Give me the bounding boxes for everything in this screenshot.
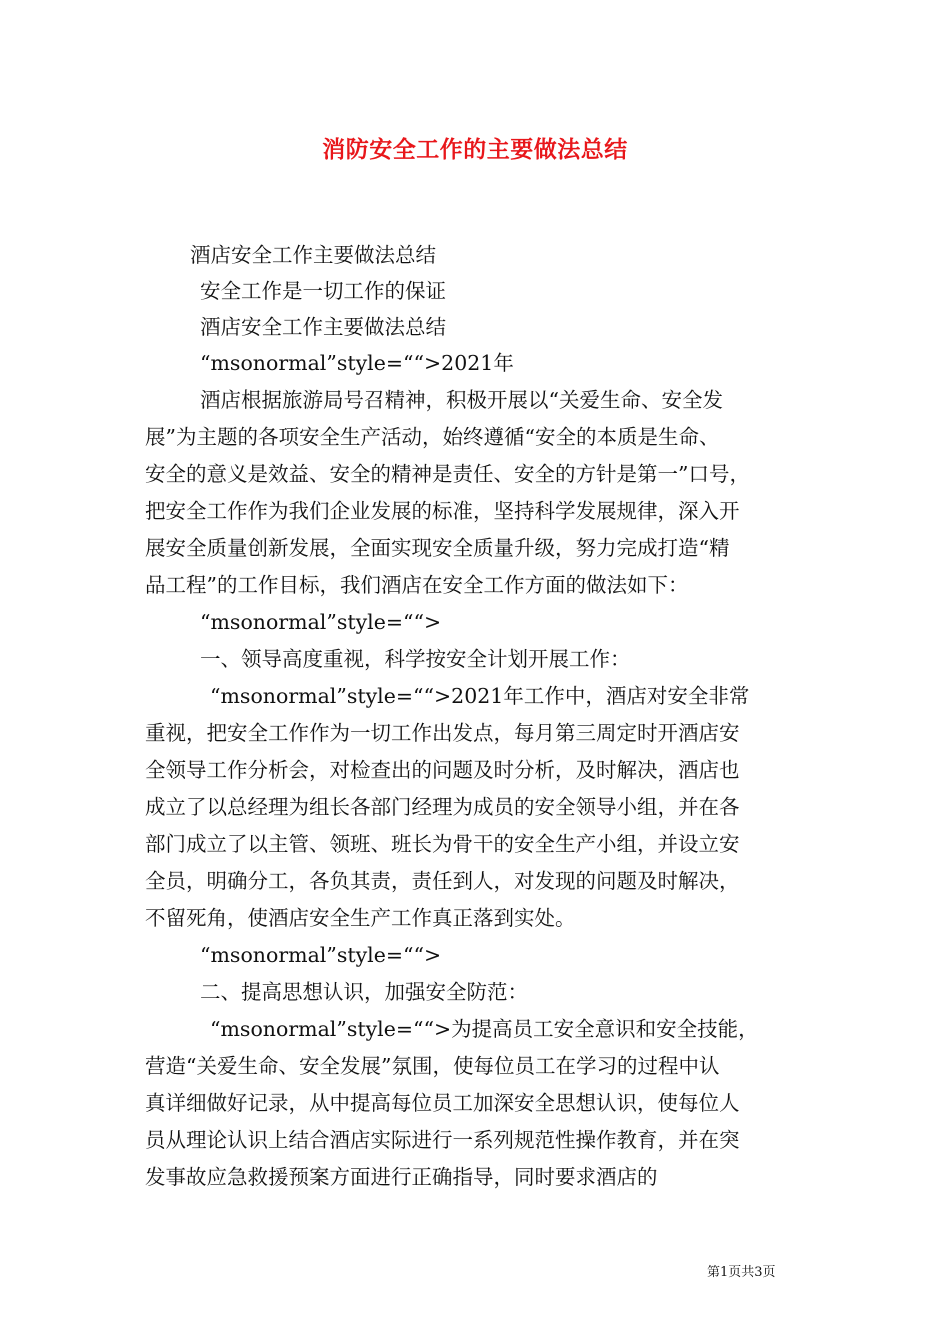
body-line: “msonormal”style=““>2021年工作中，酒店对安全非常 <box>210 684 750 708</box>
body-line: 把安全工作作为我们企业发展的标准，坚持科学发展规律，深入开 <box>145 499 740 523</box>
body-line: 营造“关爱生命、安全发展”氛围，使每位员工在学习的过程中认 <box>145 1054 720 1078</box>
body-line: 安全的意义是效益、安全的精神是责任、安全的方针是第一”口号， <box>145 462 750 486</box>
body-line: 品工程”的工作目标，我们酒店在安全工作方面的做法如下： <box>145 573 689 597</box>
body-line: 重视，把安全工作作为一切工作出发点，每月第三周定时开酒店安 <box>145 721 740 745</box>
body-line: 成立了以总经理为组长各部门经理为成员的安全领导小组，并在各 <box>145 795 740 819</box>
page-title: 消防安全工作的主要做法总结 <box>322 136 628 163</box>
body-line: 酒店根据旅游局号召精神，积极开展以“关爱生命、安全发 <box>200 388 723 412</box>
body-line: 酒店安全工作主要做法总结 <box>200 315 446 339</box>
body-line: 不留死角，使酒店安全生产工作真正落到实处。 <box>145 906 576 930</box>
body-line: 安全工作是一切工作的保证 <box>200 279 446 303</box>
body-line: 展”为主题的各项安全生产活动，始终遵循“安全的本质是生命、 <box>145 425 720 449</box>
page-number: 第1页共3页 <box>707 1265 776 1280</box>
body-line: “msonormal”style=““> <box>200 610 442 634</box>
body-line: “msonormal”style=““>为提高员工安全意识和安全技能， <box>210 1017 759 1041</box>
section-heading: 二、提高思想认识，加强安全防范： <box>200 980 528 1004</box>
body-line: 展安全质量创新发展，全面实现安全质量升级，努力完成打造“精 <box>145 536 730 560</box>
body-line: 真详细做好记录，从中提高每位员工加深安全思想认识，使每位人 <box>145 1091 740 1115</box>
body-line: 全员，明确分工，各负其责，责任到人，对发现的问题及时解决， <box>145 869 740 893</box>
body-line: 部门成立了以主管、领班、班长为骨干的安全生产小组，并设立安 <box>145 832 740 856</box>
body-line: “msonormal”style=““>2021年 <box>200 351 514 375</box>
body-line: “msonormal”style=““> <box>200 943 442 967</box>
body-line: 发事故应急救援预案方面进行正确指导，同时要求酒店的 <box>145 1165 658 1189</box>
body-line: 酒店安全工作主要做法总结 <box>190 243 436 267</box>
section-heading: 一、领导高度重视，科学按安全计划开展工作： <box>200 647 631 671</box>
body-line: 全领导工作分析会，对检查出的问题及时分析，及时解决，酒店也 <box>145 758 740 782</box>
body-line: 员从理论认识上结合酒店实际进行一系列规范性操作教育，并在突 <box>145 1128 740 1152</box>
